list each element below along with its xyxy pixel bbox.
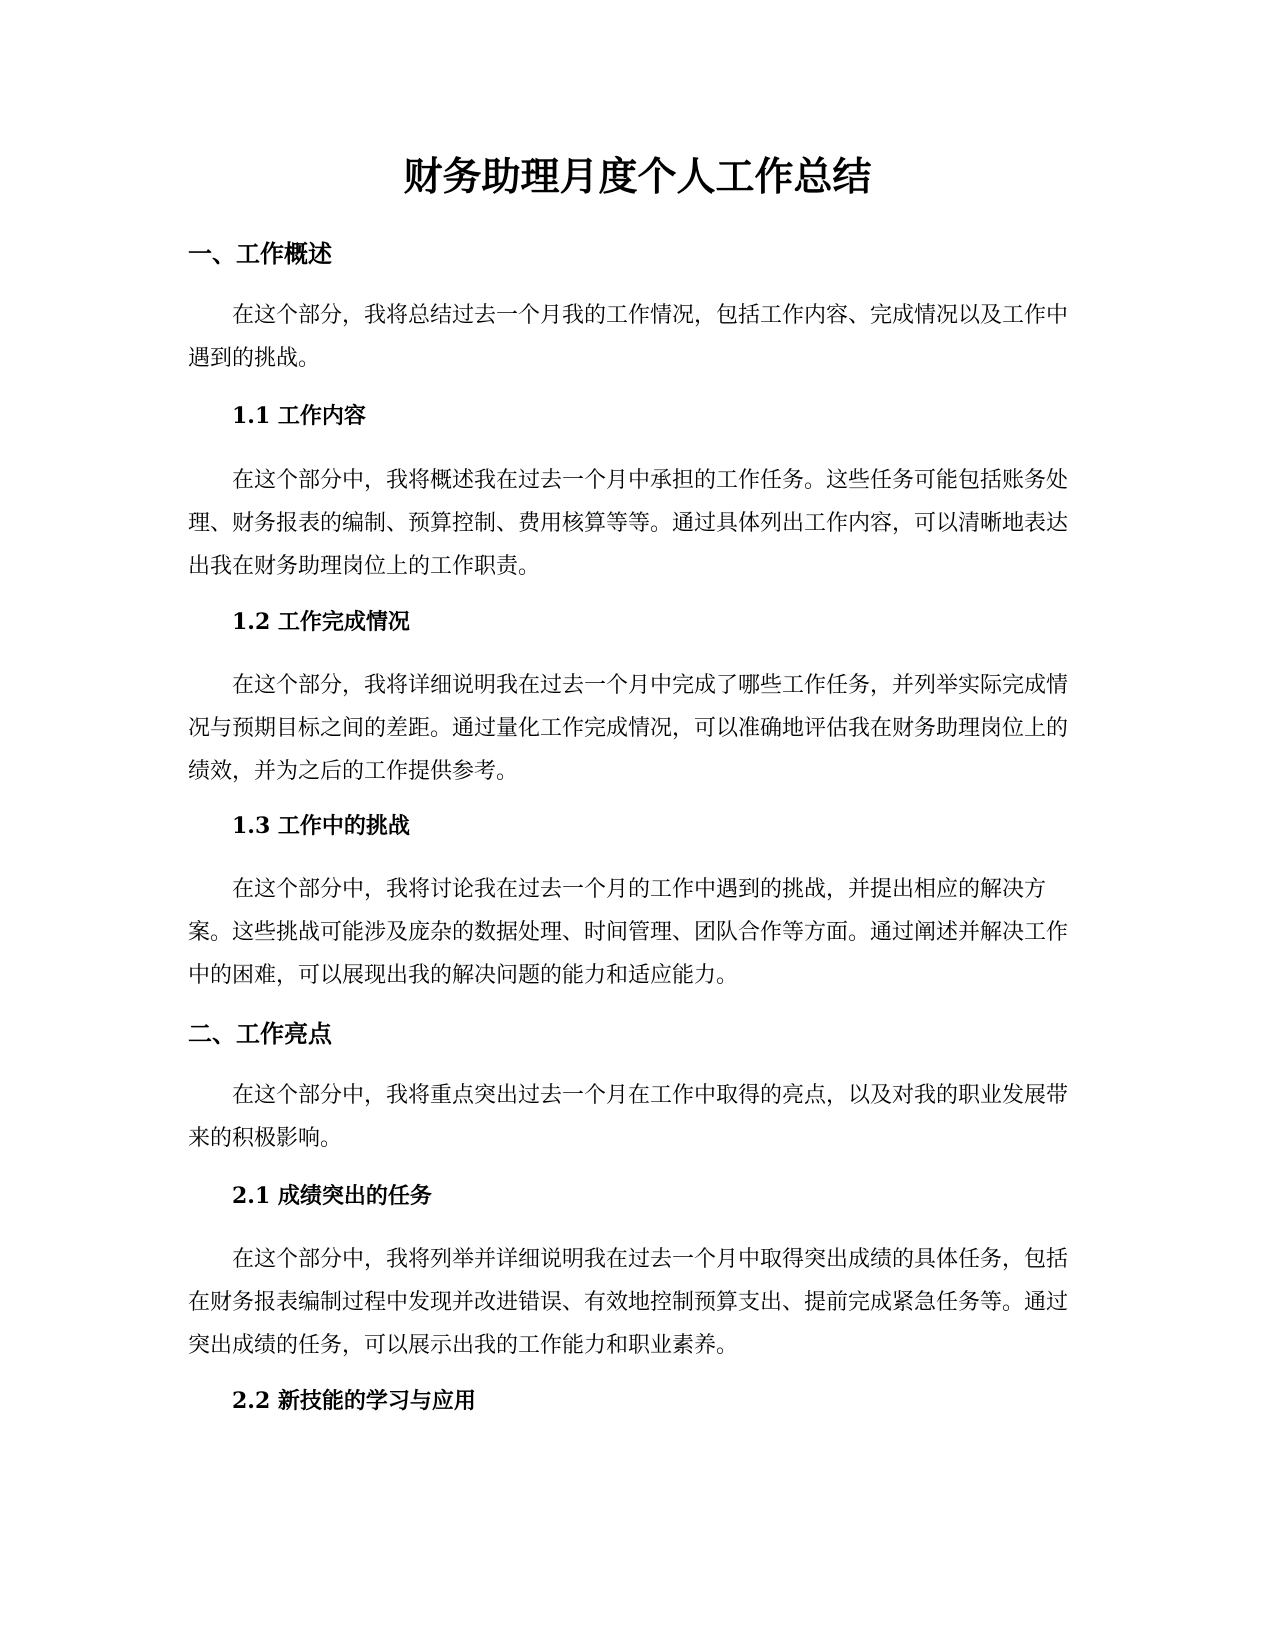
subsection-heading-challenges: 1.3 工作中的挑战 <box>232 813 410 839</box>
subsection-heading-outstanding-tasks: 2.1 成绩突出的任务 <box>232 1183 432 1209</box>
section-heading-highlights: 二、工作亮点 <box>188 1020 332 1048</box>
subsection-text-challenges: 在这个部分中，我将讨论我在过去一个月的工作中遇到的挑战，并提出相应的解决方案。这些挑战可能涉及庞杂的数据处理、时间管理、团队合作等方面。通过阐述并解决工作中的困难，可以展现出我的解决问题的能力和适应能力。 <box>188 877 1069 988</box>
subsection-text-outstanding-tasks: 在这个部分中，我将列举并详细说明我在过去一个月中取得突出成绩的具体任务，包括在财务报表编制过程中发现并改进错误、有效地控制预算支出、提前完成紧急任务等。通过突出成绩的任务，可以展示出我的工作能力和职业素养。 <box>188 1247 1069 1358</box>
subsection-text-work-content: 在这个部分中，我将概述我在过去一个月中承担的工作任务。这些任务可能包括账务处理、财务报表的编制、预算控制、费用核算等等。通过具体列出工作内容，可以清晰地表达出我在财务助理岗位上的工作职责。 <box>188 468 1069 579</box>
subsection-text-completion: 在这个部分，我将详细说明我在过去一个月中完成了哪些工作任务，并列举实际完成情况与预期目标之间的差距。通过量化工作完成情况，可以准确地评估我在财务助理岗位上的绩效，并为之后的工作提供参考。 <box>188 673 1069 784</box>
section-heading-overview: 一、工作概述 <box>188 240 332 268</box>
document-title: 财务助理月度个人工作总结 <box>403 155 872 200</box>
section-intro-highlights: 在这个部分中，我将重点突出过去一个月在工作中取得的亮点，以及对我的职业发展带来的积极影响。 <box>188 1083 1069 1151</box>
subsection-heading-completion: 1.2 工作完成情况 <box>232 609 410 635</box>
subsection-heading-work-content: 1.1 工作内容 <box>232 403 366 429</box>
subsection-heading-new-skills: 2.2 新技能的学习与应用 <box>232 1388 476 1414</box>
section-intro-overview: 在这个部分，我将总结过去一个月我的工作情况，包括工作内容、完成情况以及工作中遇到的挑战。 <box>188 303 1069 371</box>
